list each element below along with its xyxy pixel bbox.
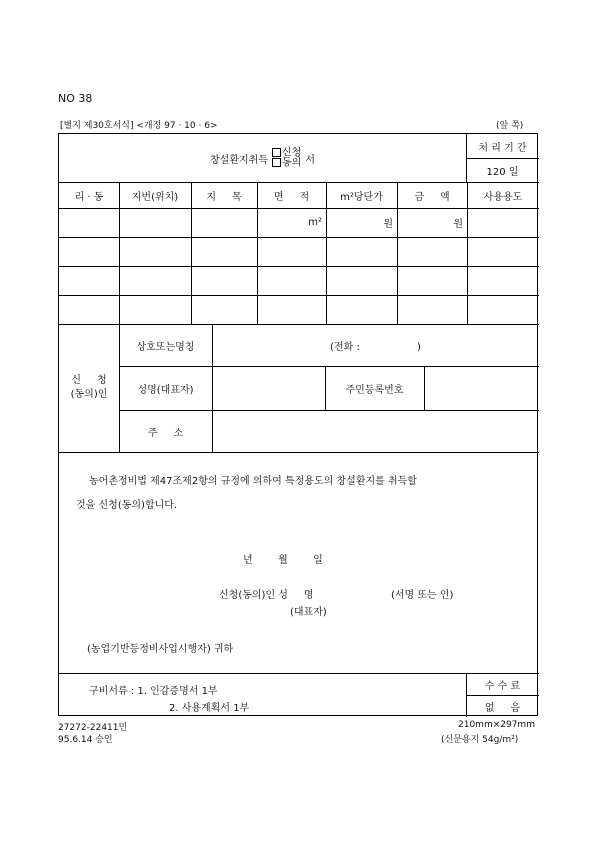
application-form [58, 133, 538, 716]
footer-paper-type: (신문용지 54g/m²) [441, 735, 519, 745]
company-name-label: 상호또는명칭 [136, 341, 195, 353]
footer-approval: 95.6.14 승인 [58, 735, 113, 745]
option-apply: 신청 [272, 148, 301, 159]
form-title-suffix: 서 [305, 154, 315, 166]
processing-period-value: 120 일 [486, 166, 519, 178]
col-header-usage: 사용용도 [483, 191, 523, 203]
option-consent: 동의 [272, 158, 301, 169]
col-header-amount: 금 액 [414, 191, 450, 203]
divider [424, 366, 425, 410]
date-line: 년 월 일 [243, 555, 323, 566]
footer-form-code: 27272-22411민 [58, 723, 128, 733]
statement-line-2: 것을 신청(동의)합니다. [76, 500, 178, 511]
phone-label: (전화 : ) [330, 341, 421, 353]
statement-line-1: 농어촌정비법 제47조제2항의 규정에 의하여 특정용도의 창설환지를 취득할 [89, 476, 417, 487]
required-documents-label: 구비서류 : 1. 인감증명서 1부 [89, 686, 218, 697]
form-title-main: 창설환지취득 [210, 154, 268, 166]
unit-price: 원 [383, 219, 393, 230]
col-header-area: 면 적 [273, 191, 310, 203]
applicant-side-label: 신 청 (동의)인 [70, 375, 108, 400]
col-header-unit-price: m²당단가 [340, 191, 383, 203]
required-document-2: 2. 사용계획서 1부 [169, 703, 250, 714]
fee-label: 수 수 료 [484, 680, 521, 692]
recipient: (농업기반등정비사업시행자) 귀하 [87, 644, 234, 655]
fee-value: 없 음 [484, 702, 521, 714]
footer-paper-size: 210mm×297mm [458, 720, 535, 730]
signature-note: (서명 또는 인) [391, 590, 454, 601]
unit-amount: 원 [453, 219, 463, 230]
divider [59, 452, 539, 453]
name-label: 성명(대표자) [137, 384, 194, 396]
unit-area: m² [308, 217, 322, 228]
processing-period-label: 처 리 기 간 [478, 142, 527, 154]
address-label: 주 소 [147, 427, 184, 439]
rrn-label: 주민등록번호 [345, 384, 404, 396]
checkbox-consent[interactable] [272, 158, 281, 167]
col-header-lot-number: 지번(위치) [131, 191, 179, 203]
checkbox-apply[interactable] [272, 148, 281, 157]
form-title [59, 134, 466, 182]
col-header-land-category: 지 목 [206, 191, 242, 203]
form-reference: [별지 제30호서식] <개정 97 · 10 · 6> [60, 121, 218, 131]
col-header-ri-dong: 리 · 동 [74, 191, 104, 203]
representative-label: (대표자) [290, 607, 327, 618]
document-number: NO 38 [58, 92, 93, 105]
title-options [272, 148, 301, 169]
page-side: (앞 쪽) [496, 121, 524, 131]
signer-name-label: 신청(동의)인 성 명 [219, 590, 314, 601]
